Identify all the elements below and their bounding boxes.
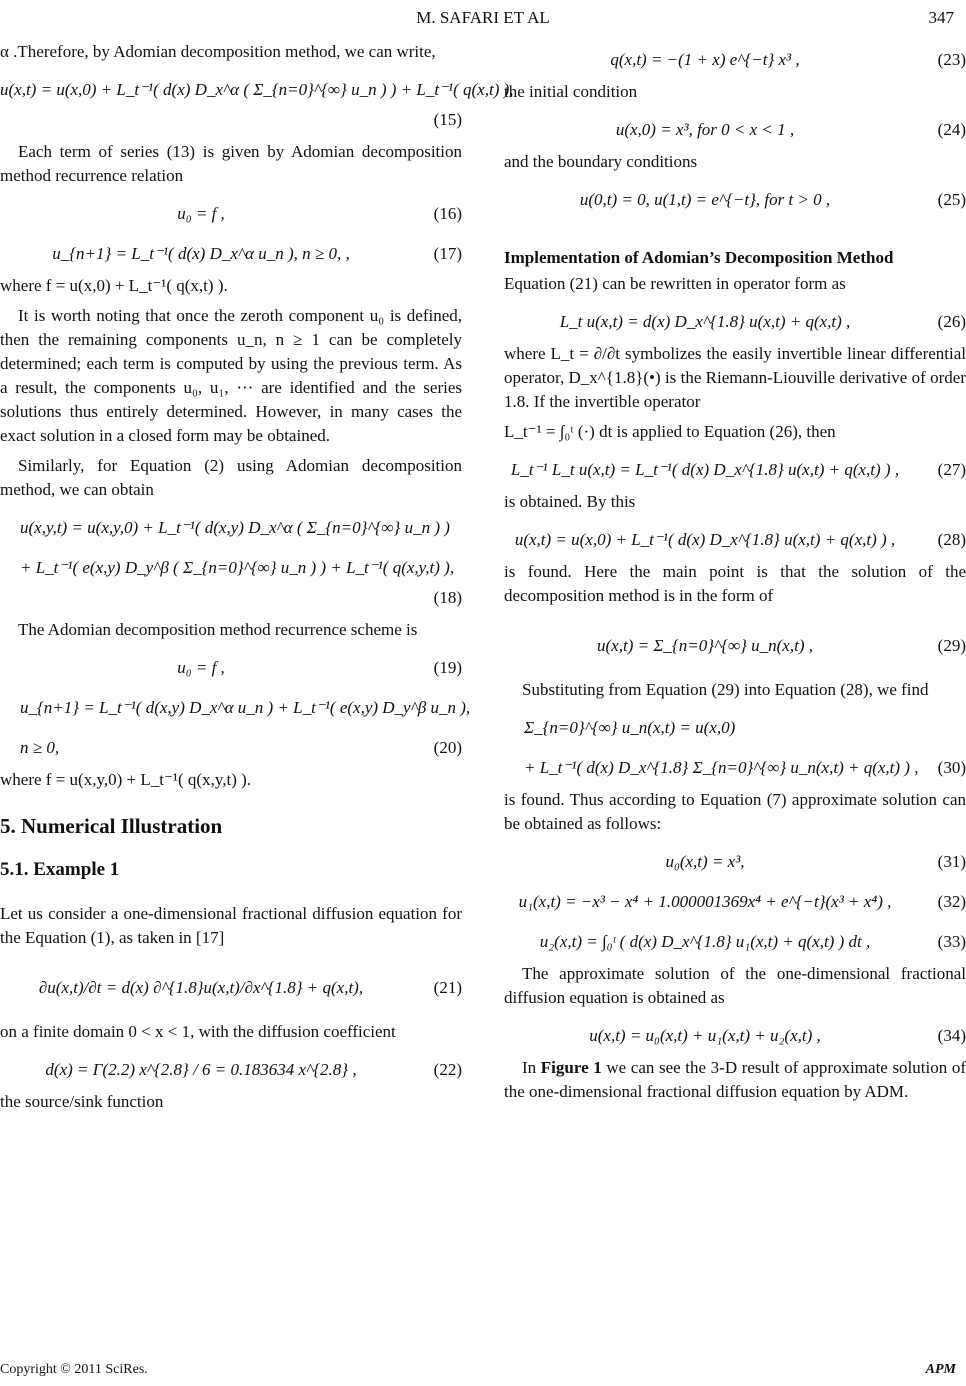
equation-25-number: (25) (937, 190, 966, 209)
equation-24-number: (24) (937, 120, 966, 139)
paragraph-boundary-conditions: and the boundary conditions (504, 152, 698, 171)
equation-34 (504, 1016, 966, 1056)
equation-31-body: u₀(x,t) = x³, (665, 852, 745, 871)
equation-30-body-2: + L_t⁻¹( d(x) D_x^{1.8} Σ_{n=0}^{∞} u_n(x,t) + q(x,t) ) , (524, 758, 919, 777)
paragraph-obtained: is obtained. By this (504, 492, 636, 511)
equation-15-number: (15) (433, 110, 462, 129)
equation-19-number: (19) (433, 658, 462, 677)
equation-34-number: (34) (937, 1026, 966, 1045)
equation-28-body: u(x,t) = u(x,0) + L_t⁻¹( d(x) D_x^{1.8} u(x,t) + q(x,t) ) , (514, 530, 896, 549)
equation-20-number: (20) (433, 738, 462, 757)
equation-32 (504, 882, 966, 922)
equation-23-number: (23) (937, 50, 966, 69)
equation-27-number: (27) (937, 460, 966, 479)
equation-27-body: L_t⁻¹ L_t u(x,t) = L_t⁻¹( d(x) D_x^{1.8} u(x,t) + q(x,t) ) , (510, 460, 900, 479)
equation-28-number: (28) (937, 530, 966, 549)
equation-30-body-1: Σ_{n=0}^{∞} u_n(x,t) = u(x,0) (524, 718, 736, 737)
right-column (504, 40, 966, 1110)
equation-33 (504, 922, 966, 962)
equation-17 (0, 234, 462, 274)
equation-20-line2 (0, 728, 462, 768)
equation-17-body: u_{n+1} = L_t⁻¹( d(x) D_x^α u_n ), n ≥ 0, , (52, 244, 350, 263)
paragraph-where-lt: where L_t = ∂/∂t symbolizes the easily invertible linear differential operator, D_x^{1.8}(•) is the Riemann-Liouville derivative of order 1.8. If the invertible operator (504, 344, 966, 411)
subheading-implementation: Implementation of Adomian’s Decomposition Method (504, 248, 894, 267)
page-header (0, 8, 966, 32)
paragraph-source-sink: the source/sink function (0, 1092, 164, 1111)
equation-30-line1 (504, 708, 966, 748)
equation-22-body: d(x) = Γ(2.2) x^{2.8} / 6 = 0.183634 x^{2.8} , (45, 1060, 357, 1079)
equation-17-number: (17) (433, 244, 462, 263)
equation-20-line1 (0, 688, 471, 728)
equation-33-number: (33) (937, 932, 966, 951)
equation-24 (504, 110, 966, 150)
paragraph-operator-form: Equation (21) can be rewritten in operator form as (504, 274, 846, 293)
equation-26 (504, 302, 966, 342)
equation-16-number: (16) (433, 204, 462, 223)
page-footer (0, 1362, 966, 1382)
subsection-heading-example-1: 5.1. Example 1 (0, 859, 120, 880)
where-f-definition-2: where f = u(x,y,0) + L_t⁻¹( q(x,y,t) ). (0, 770, 252, 789)
equation-16-body: u₀ = f , (177, 204, 225, 223)
paragraph-approximate-solution: The approximate solution of the one-dimensional fractional diffusion equation is obtained as (504, 964, 966, 1007)
equation-22 (0, 1050, 462, 1090)
paragraph-recurrence-scheme: The Adomian decomposition method recurrence scheme is (18, 620, 418, 639)
paragraph-figure-reference (504, 1056, 966, 1104)
equation-32-body: u₁(x,t) = −x³ − x⁴ + 1.000001369x⁴ + e^{−t}(x³ + x⁴) , (518, 892, 892, 911)
equation-29-body: u(x,t) = Σ_{n=0}^{∞} u_n(x,t) , (597, 636, 813, 655)
equation-15 (0, 70, 514, 110)
page-number: 347 (928, 8, 954, 27)
equation-34-body: u(x,t) = u₀(x,t) + u₁(x,t) + u₂(x,t) , (589, 1026, 821, 1045)
equation-32-number: (32) (937, 892, 966, 911)
figure-text-after: we can see the 3-D result of approximate solution of the one-dimensional fractional diffusion equation by ADM. (504, 1058, 966, 1101)
left-column (0, 40, 514, 1120)
paragraph-initial-condition: the initial condition (504, 82, 638, 101)
paragraph-worth-noting: It is worth noting that once the zeroth component u₀ is defined, then the remaining components u_n, n ≥ 1 can be completely determined; each term is computed by using the previous term. As a result, the components u₀, u₁, ⋯ are identified and the series solutions thus entirely determined. However, in many cases the exact solution in a closed form may be obtained. (0, 306, 462, 445)
section-heading-numerical: 5. Numerical Illustration (0, 814, 223, 838)
equation-22-number: (22) (433, 1060, 462, 1079)
equation-29-number: (29) (937, 636, 966, 655)
paragraph-finite-domain: on a finite domain 0 < x < 1, with the diffusion coefficient (0, 1022, 396, 1041)
equation-19-body: u₀ = f , (177, 658, 225, 677)
journal-abbrev: APM (925, 1362, 956, 1377)
equation-27 (504, 450, 966, 490)
equation-31 (504, 842, 966, 882)
equation-15-body: u(x,t) = u(x,0) + L_t⁻¹( d(x) D_x^α ( Σ_{n=0}^{∞} u_n ) ) + L_t⁻¹( q(x,t) ), (0, 80, 514, 99)
equation-21-body: ∂u(x,t)/∂t = d(x) ∂^{1.8}u(x,t)/∂x^{1.8} + q(x,t), (38, 978, 364, 997)
paragraph-thus-according: is found. Thus according to Equation (7) approximate solution can be obtained as follows: (504, 790, 966, 833)
paragraph-intro: α .Therefore, by Adomian decomposition method, we can write, (0, 42, 436, 61)
paragraph-main-point: is found. Here the main point is that the solution of the decomposition method is in the form of (504, 562, 966, 605)
equation-26-body: L_t u(x,t) = d(x) D_x^{1.8} u(x,t) + q(x,t) , (559, 312, 851, 331)
equation-31-number: (31) (937, 852, 966, 871)
equation-21-number: (21) (433, 978, 462, 997)
paragraph-let-us-consider: Let us consider a one-dimensional fractional diffusion equation for the Equation (1), as taken in [17] (0, 904, 462, 947)
paragraph-inverse-applied: L_t⁻¹ = ∫₀ᵗ (·) dt is applied to Equation (26), then (504, 422, 836, 441)
equation-20-body-1: u_{n+1} = L_t⁻¹( d(x,y) D_x^α u_n ) + L_t⁻¹( e(x,y) D_y^β u_n ), (20, 698, 471, 717)
equation-16 (0, 194, 462, 234)
equation-18-body-2: + L_t⁻¹( e(x,y) D_y^β ( Σ_{n=0}^{∞} u_n ) ) + L_t⁻¹( q(x,y,t) ), (20, 558, 455, 577)
equation-23-body: q(x,t) = −(1 + x) e^{−t} x³ , (610, 50, 800, 69)
equation-18-line1 (0, 508, 462, 548)
equation-25-body: u(0,t) = 0, u(1,t) = e^{−t}, for t > 0 , (579, 190, 831, 209)
equation-18-number: (18) (433, 588, 462, 607)
equation-29 (504, 614, 966, 678)
paragraph-each-term: Each term of series (13) is given by Adomian decomposition method recurrence relation (0, 142, 462, 185)
equation-23 (504, 40, 966, 80)
equation-24-body: u(x,0) = x³, for 0 < x < 1 , (615, 120, 795, 139)
equation-28 (504, 520, 966, 560)
equation-26-number: (26) (937, 312, 966, 331)
copyright-notice: Copyright © 2011 SciRes. (0, 1362, 148, 1377)
equation-30-line2 (504, 748, 966, 788)
equation-18-line2 (0, 548, 462, 588)
equation-30-number: (30) (937, 758, 966, 777)
equation-25 (504, 180, 966, 220)
equation-18-body-1: u(x,y,t) = u(x,y,0) + L_t⁻¹( d(x,y) D_x^α ( Σ_{n=0}^{∞} u_n ) ) (20, 518, 450, 537)
figure-1-link[interactable]: Figure 1 (540, 1058, 602, 1077)
running-author: M. SAFARI ET AL (416, 8, 550, 27)
paragraph-substituting: Substituting from Equation (29) into Equation (28), we find (522, 680, 929, 699)
where-f-definition: where f = u(x,0) + L_t⁻¹( q(x,t) ). (0, 276, 228, 295)
equation-21 (0, 956, 462, 1020)
equation-20-body-2: n ≥ 0, (20, 738, 60, 757)
paragraph-similarly: Similarly, for Equation (2) using Adomian decomposition method, we can obtain (0, 456, 462, 499)
equation-19 (0, 648, 462, 688)
figure-text-before: In (522, 1058, 537, 1077)
equation-33-body: u₂(x,t) = ∫₀ᵗ ( d(x) D_x^{1.8} u₁(x,t) + q(x,t) ) dt , (539, 932, 871, 951)
